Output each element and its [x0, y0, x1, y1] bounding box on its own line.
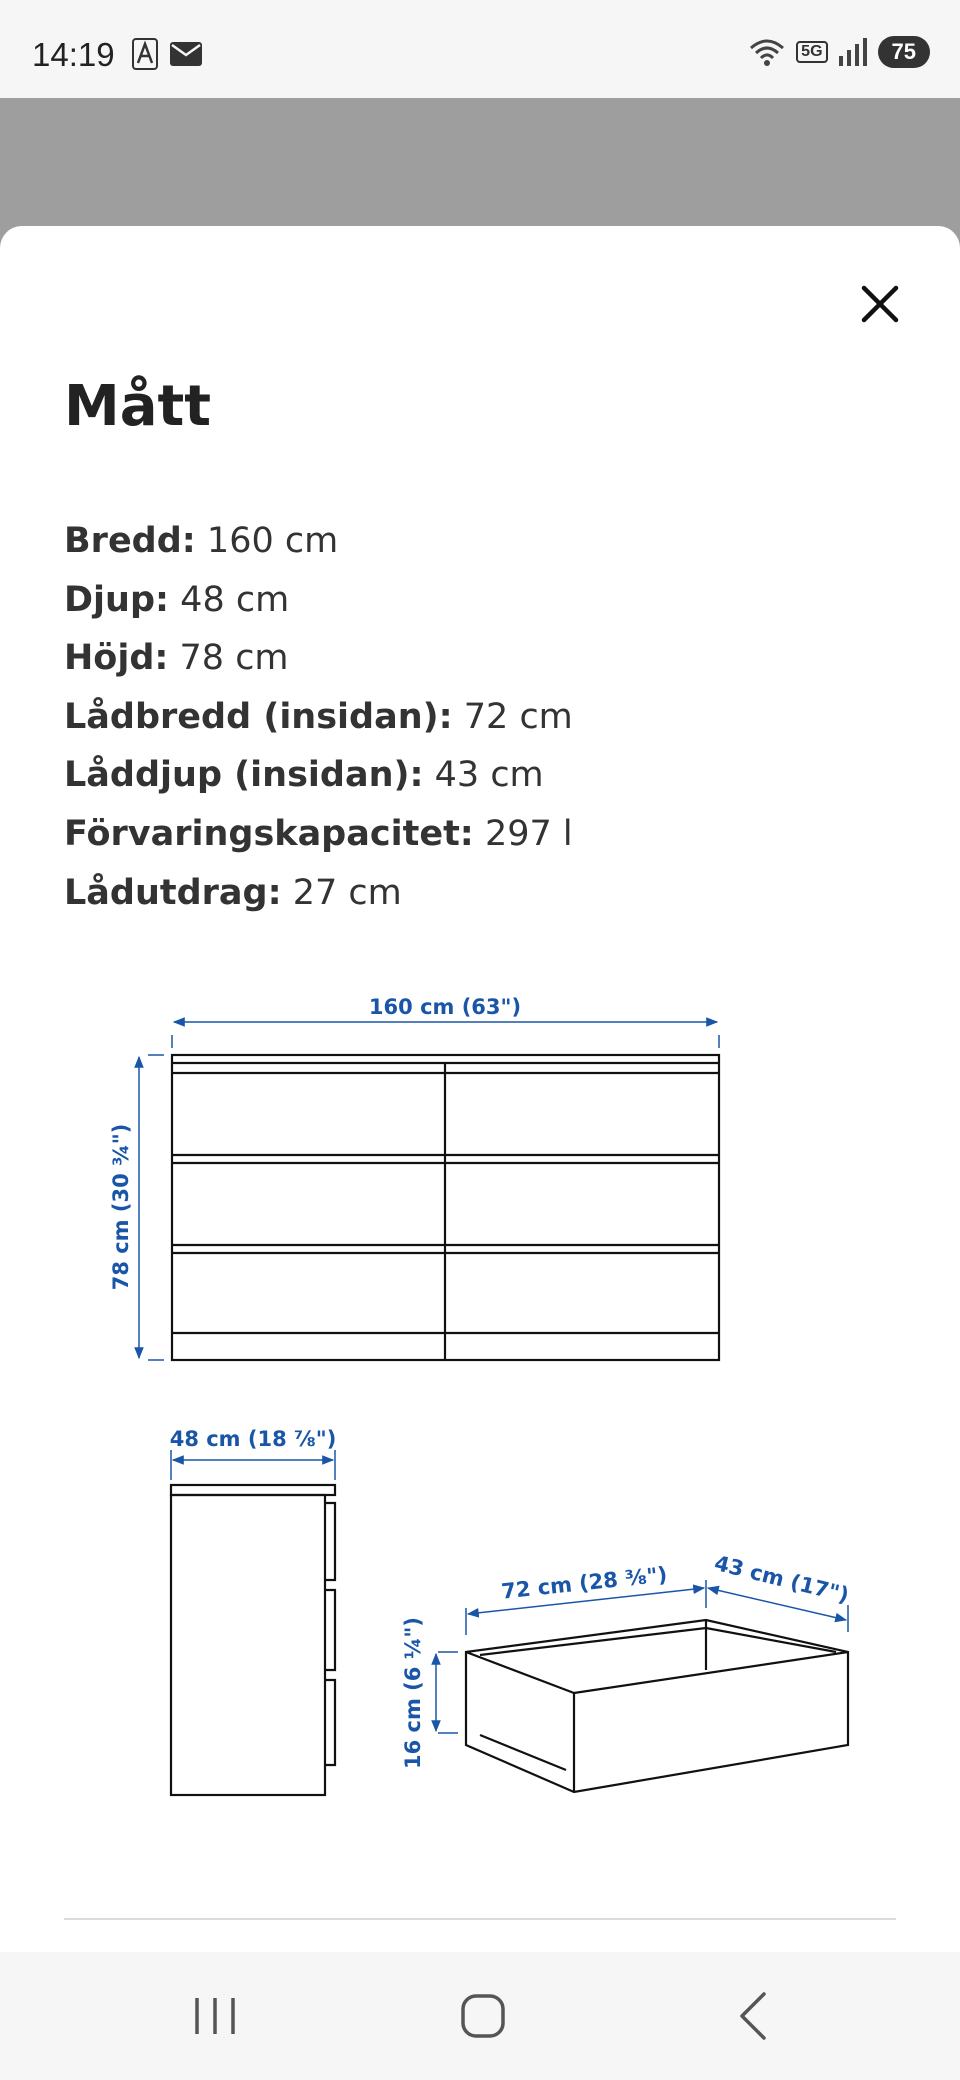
- recents-button[interactable]: [180, 1986, 250, 2046]
- spec-row-storage: [64, 805, 573, 864]
- spec-value: 43 cm: [434, 755, 544, 796]
- back-button[interactable]: [718, 1986, 788, 2046]
- drawer-depth-dimension: [708, 1551, 851, 1632]
- spec-list: [64, 512, 573, 922]
- notification-icons: [132, 38, 202, 70]
- spec-label: Förvaringskapacitet:: [64, 813, 474, 854]
- system-nav-bar: [0, 1952, 960, 2080]
- drawer-drawing: [466, 1620, 848, 1792]
- dialog-title: Mått: [64, 374, 212, 439]
- drawer-height-label: 16 cm (6 ¼"): [401, 1617, 425, 1769]
- spec-value: 27 cm: [292, 872, 402, 913]
- front-width-dimension: [172, 995, 719, 1048]
- dimensions-sheet: [0, 226, 960, 1952]
- spec-row-drawer-width: [64, 688, 573, 747]
- dimension-illustration: [0, 966, 960, 1896]
- close-icon: [856, 280, 904, 328]
- side-view-drawing: [171, 1485, 335, 1795]
- recents-icon: [180, 1986, 250, 2046]
- spec-row-drawer-depth: [64, 746, 573, 805]
- spec-value: 297 l: [484, 813, 573, 854]
- network-type-icon: 5G: [796, 41, 827, 63]
- side-depth-dimension: [170, 1427, 337, 1480]
- section-divider: [64, 1918, 896, 1920]
- spec-row-depth: [64, 571, 573, 630]
- mail-icon: [170, 42, 202, 66]
- spec-label: Lådutdrag:: [64, 872, 282, 913]
- drawer-height-dimension: [401, 1617, 458, 1769]
- spec-value: 48 cm: [180, 579, 290, 620]
- front-width-label: 160 cm (63"): [368, 995, 522, 1019]
- drawer-width-label: 72 cm (28 ⅜"): [500, 1562, 669, 1604]
- system-icons: [748, 36, 930, 68]
- back-icon: [718, 1986, 788, 2046]
- spec-row-width: [64, 512, 573, 571]
- spec-label: Lådbredd (insidan):: [64, 696, 453, 737]
- home-button[interactable]: [448, 1986, 518, 2046]
- spec-label: Bredd:: [64, 521, 196, 561]
- side-depth-label: 48 cm (18 ⅞"): [169, 1427, 337, 1451]
- front-view-drawing: [172, 1055, 719, 1360]
- spec-label: Låddjup (insidan):: [64, 755, 424, 796]
- signal-icon: [838, 38, 868, 66]
- font-app-icon: [132, 38, 158, 70]
- spec-row-drawer-extension: [64, 864, 573, 923]
- status-time: 14:19: [32, 36, 115, 73]
- spec-value: 78 cm: [179, 638, 289, 679]
- close-button[interactable]: [856, 280, 904, 328]
- home-icon: [448, 1986, 518, 2046]
- drawer-depth-label: 43 cm (17"): [712, 1550, 852, 1608]
- spec-row-height: [64, 629, 573, 688]
- battery-indicator: 75: [878, 36, 930, 68]
- spec-value: 72 cm: [463, 696, 573, 737]
- spec-label: Höjd:: [64, 638, 169, 679]
- front-height-dimension: [109, 1055, 164, 1360]
- status-bar: [0, 0, 960, 98]
- spec-value: 160 cm: [206, 521, 339, 561]
- front-height-label: 78 cm (30 ¾"): [109, 1123, 133, 1291]
- wifi-icon: [748, 37, 786, 67]
- spec-label: Djup:: [64, 579, 170, 620]
